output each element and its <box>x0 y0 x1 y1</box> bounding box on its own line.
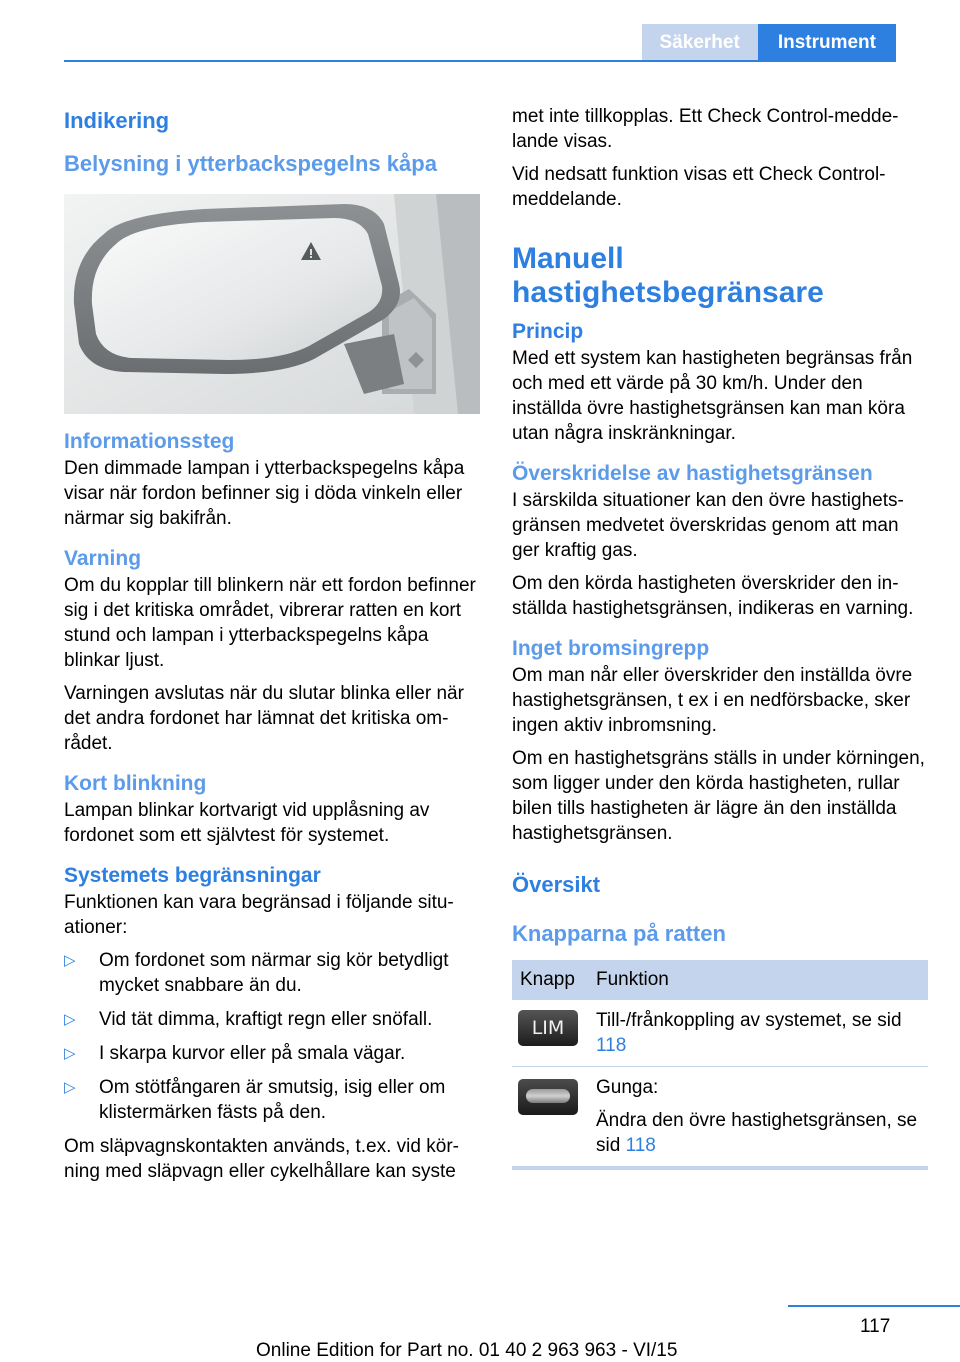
bullet-triangle-icon: ▷ <box>64 952 76 969</box>
heading-knapparna: Knapparna på ratten <box>512 921 726 946</box>
slapvagn-text: Om släpvagnskontakten används, t.ex. vid körning med släpvagn eller cykelhållare kan syste <box>64 1136 459 1182</box>
heading-kort-blinkning: Kort blinkning <box>64 772 207 795</box>
heading-manuell-hastighetsbegransare: Manuell hastighetsbegränsare <box>512 242 824 309</box>
bullet-triangle-icon: ▷ <box>64 1045 76 1062</box>
side-mirror-image <box>64 194 480 414</box>
heading-varning: Varning <box>64 547 142 570</box>
heading-oversikt: Översikt <box>512 872 601 897</box>
lim-button-icon: LIM <box>518 1010 578 1046</box>
inget-text-2: Om en hastighetsgräns ställs in under körningen, som ligger under den körda hastigheten, rullar bilen tills hastigheten är lägre än den inställda hastighetsgränsen. <box>512 748 925 844</box>
table-row <box>512 1067 928 1169</box>
right-column <box>512 104 928 1170</box>
overskridelse-text-1: I särskilda situationer kan den övre hastighetsgränsen medvetet överskridas genom att man ger kraftig gas. <box>512 490 904 561</box>
column-header-funktion: Funktion <box>588 960 928 1000</box>
list-item: ▷ Vid tät dimma, kraftigt regn eller snöfall. <box>64 1009 433 1030</box>
header-divider <box>64 60 896 62</box>
rocker-switch-icon <box>518 1079 578 1115</box>
list-item: ▷ Om fordonet som närmar sig kör betydligt mycket snabbare än du. <box>64 950 449 996</box>
row-function: Gunga: Ändra den övre hastighetsgränsen, se sid 118 <box>588 1067 928 1169</box>
continued-text-1: met inte tillkopplas. Ett Check Control-meddelande visas. <box>512 106 899 152</box>
bullet-triangle-icon: ▷ <box>64 1079 76 1096</box>
heading-systemets-begransningar: Systemets begränsningar <box>64 864 321 887</box>
kort-text: Lampan blinkar kortvarigt vid upplåsning av fordonet som ett självtest för systemet. <box>64 800 430 846</box>
heading-overskridelse: Överskridelse av hastighetsgränsen <box>512 462 873 485</box>
systemets-text: Funktionen kan vara begränsad i följande situationer: <box>64 892 454 938</box>
tab-sakerhet[interactable]: Säkerhet <box>642 24 758 62</box>
heading-informationssteg: Informationssteg <box>64 430 235 453</box>
heading-inget-bromsingrepp: Inget bromsingrepp <box>512 637 710 660</box>
continued-text-2: Vid nedsatt funktion visas ett Check Control-meddelande. <box>512 164 886 210</box>
varning-text-2: Varningen avslutas när du slutar blinka eller när det andra fordonet har lämnat det kritiska området. <box>64 683 464 754</box>
princip-text: Med ett system kan hastigheten begränsas från och med ett värde på 30 km/h. Under den inställda övre hastighetsgränsen kan man köra utan några inskränkningar. <box>512 348 913 444</box>
side-mirror-illustration <box>64 194 480 414</box>
info-text: Den dimmade lampan i ytterbackspegelns kåpa visar när fordon befinner sig i döda vinkeln eller närmar sig bakifrån. <box>64 458 465 529</box>
heading-belysning: Belysning i ytterbackspegelns kåpa <box>64 151 437 176</box>
heading-princip: Princip <box>512 320 584 343</box>
table-row <box>512 1000 928 1067</box>
page-link[interactable]: 118 <box>596 1035 627 1056</box>
bullet-triangle-icon: ▷ <box>64 1011 76 1028</box>
footer-divider <box>788 1305 960 1307</box>
buttons-table <box>512 960 928 1170</box>
edition-text: Online Edition for Part no. 01 40 2 963 963 - VI/15 <box>256 1340 678 1361</box>
heading-indikering: Indikering <box>64 108 170 133</box>
varning-text-1: Om du kopplar till blinkern när ett fordon befinner sig i det kritiska området, vibrerar ratten en kort stund och lampan i ytterbackspegelns kåpa blinkar ljust. <box>64 575 476 671</box>
page-link[interactable]: 118 <box>625 1135 656 1156</box>
column-header-knapp: Knapp <box>512 960 588 1000</box>
header-tabs <box>642 24 896 62</box>
list-item: ▷ Om stötfångaren är smutsig, isig eller om klistermärken fästs på den. <box>64 1077 446 1123</box>
inget-text-1: Om man når eller överskrider den inställda övre hastighetsgränsen, t ex i en nedförsbacke, sker ingen aktiv inbromsning. <box>512 665 913 736</box>
page-number: 117 <box>860 1316 891 1337</box>
list-item: ▷ I skarpa kurvor eller på smala vägar. <box>64 1043 406 1064</box>
row-function: Till-/frånkoppling av systemet, se sid 118 <box>588 1000 928 1067</box>
overskridelse-text-2: Om den körda hastigheten överskrider den inställda hastighetsgränsen, indikeras en varning. <box>512 573 914 619</box>
table-header-row <box>512 960 928 1000</box>
left-column <box>64 98 480 1192</box>
limitations-list <box>64 948 480 1125</box>
tab-instrument[interactable]: Instrument <box>758 24 896 62</box>
